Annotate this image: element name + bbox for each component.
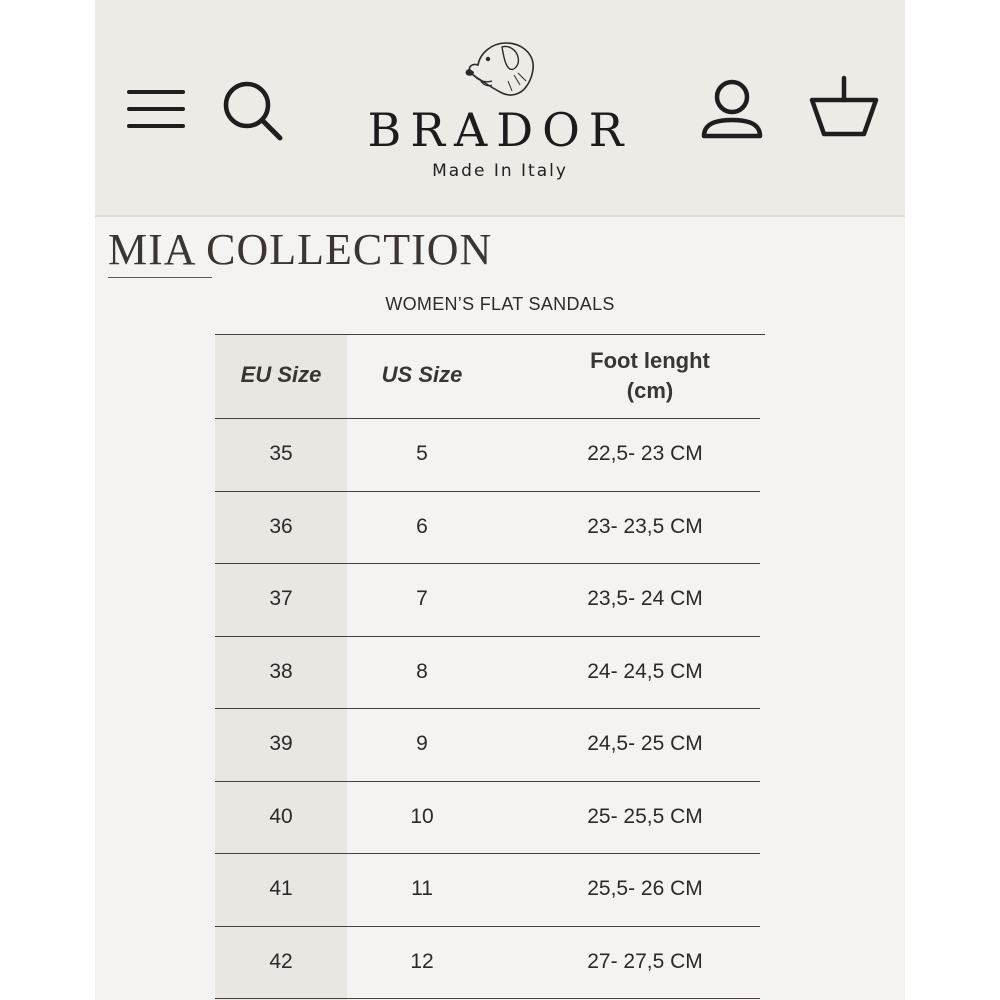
header-us-size: US Size [381,362,463,387]
cell-foot-length: 23,5- 24 CM [587,587,703,610]
cell-foot-length: 24- 24,5 CM [587,659,703,683]
cell-eu-size: 35 [269,442,293,465]
search-button[interactable] [220,78,286,144]
header-foot-length-line2: (cm) [626,378,674,403]
cell-us-size: 8 [416,659,428,683]
cell-us-size: 9 [416,732,428,755]
cell-eu-size: 37 [269,587,293,610]
row-divider [215,781,760,782]
row-divider [215,926,760,927]
row-divider [215,708,760,709]
row-divider [215,636,760,637]
cell-foot-length: 25,5- 26 CM [587,877,703,900]
cell-us-size: 11 [411,877,433,900]
site-header [95,0,905,217]
cell-eu-size: 42 [269,949,293,973]
header-bottom-rule [215,418,760,419]
user-icon [695,76,769,146]
account-button[interactable] [695,76,769,146]
cell-us-size: 5 [416,442,428,465]
header-foot-length-line1: Foot lenght [590,348,710,373]
collection-title: MIA COLLECTION [108,225,493,274]
row-divider [215,491,760,492]
brand-name: BRADOR [367,103,633,157]
title-underline [108,277,212,278]
menu-button[interactable] [125,82,187,138]
hamburger-menu-icon [125,82,187,138]
table-subtitle: WOMEN’S FLAT SANDALS [385,294,615,314]
cell-foot-length: 23- 23,5 CM [587,514,703,538]
table-top-rule [215,334,765,335]
cell-foot-length: 25- 25,5 CM [587,804,703,828]
row-divider [215,998,760,999]
dog-head-icon [458,35,542,101]
cell-us-size: 7 [416,587,428,610]
row-divider [215,853,760,854]
cell-foot-length: 24,5- 25 CM [587,732,703,755]
header-eu-size: EU Size [240,362,322,387]
row-divider [215,563,760,564]
cell-eu-size: 38 [269,659,293,683]
basket-icon [807,74,881,144]
search-icon [220,78,286,144]
cell-us-size: 10 [410,804,434,828]
header-foot-length [570,346,730,406]
brand-logo[interactable] [330,30,670,190]
cell-eu-size: 36 [269,514,293,538]
cell-us-size: 12 [410,949,434,973]
cell-foot-length: 27- 27,5 CM [587,949,703,973]
cart-button[interactable] [807,74,881,144]
brand-tagline: Made In Italy [432,161,568,181]
cell-foot-length: 22,5- 23 CM [587,442,703,465]
cell-us-size: 6 [416,514,428,538]
cell-eu-size: 39 [269,732,293,755]
size-guide-page [95,0,905,1000]
cell-eu-size: 40 [269,804,293,828]
cell-eu-size: 41 [269,877,293,900]
